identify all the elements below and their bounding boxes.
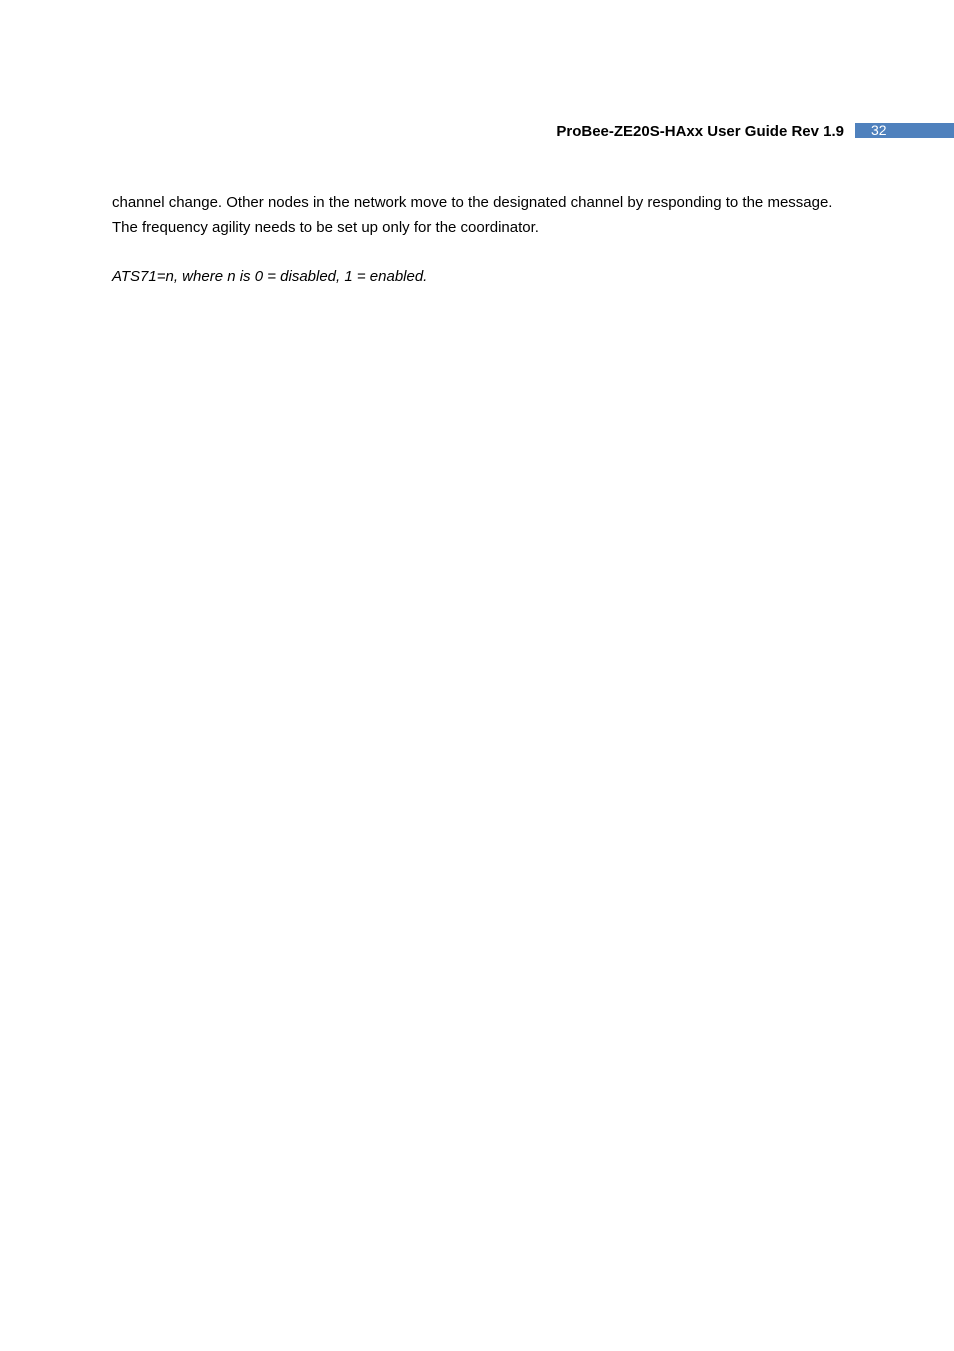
command-syntax: ATS71=n, where n is 0 = disabled, 1 = enabled.: [112, 268, 428, 285]
page-number-bar: [855, 123, 954, 138]
paragraph-channel-change: channel change. Other nodes in the network move to the designated channel by responding to the message.: [112, 194, 833, 211]
page-number: 32: [871, 122, 887, 138]
document-title: ProBee-ZE20S-HAxx User Guide Rev 1.9: [556, 123, 844, 140]
paragraph-frequency-agility: The frequency agility needs to be set up only for the coordinator.: [112, 219, 539, 236]
paragraph-spacer: [112, 240, 843, 264]
page-header: [0, 122, 954, 142]
body-text: [112, 190, 843, 289]
